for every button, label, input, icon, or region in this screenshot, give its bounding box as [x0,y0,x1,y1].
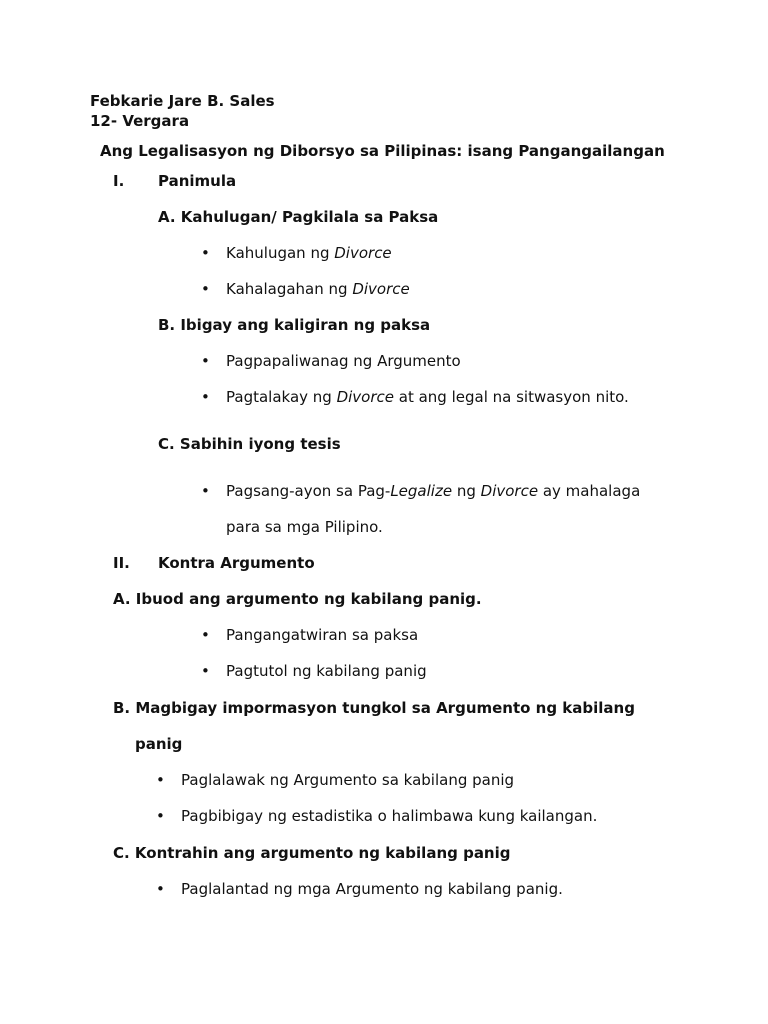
outline-numeral-1: I. [113,172,125,190]
bullet-icon: • [201,626,210,644]
subheading-1a: A. Kahulugan/ Pagkilala sa Paksa [158,208,439,226]
bullet-item: Paglalantad ng mga Argumento ng kabilang panig. [181,880,563,898]
bullet-icon: • [201,662,210,680]
subheading-2a: A. Ibuod ang argumento ng kabilang panig. [113,590,482,608]
bullet-item: Pagtalakay ng Divorce at ang legal na sitwasyon nito. [226,388,629,406]
outline-numeral-2: II. [113,554,130,572]
bullet-icon: • [156,771,165,789]
class-section: 12- Vergara [90,112,190,130]
subheading-1b: B. Ibigay ang kaligiran ng paksa [158,316,431,334]
bullet-item: Pagtutol ng kabilang panig [226,662,427,680]
bullet-icon: • [201,388,210,406]
bullet-item: Pagbibigay ng estadistika o halimbawa kung kailangan. [181,807,598,825]
bullet-item: Pagpapaliwanag ng Argumento [226,352,461,370]
bullet-icon: • [201,244,210,262]
outline-heading-1: Panimula [158,172,237,190]
subheading-2c: C. Kontrahin ang argumento ng kabilang panig [113,844,511,862]
bullet-item: Paglalawak ng Argumento sa kabilang panig [181,771,515,789]
outline-heading-2: Kontra Argumento [158,554,315,572]
bullet-item: Kahulugan ng Divorce [226,244,392,262]
bullet-icon: • [156,807,165,825]
bullet-item-continuation: para sa mga Pilipino. [226,518,383,536]
bullet-item: Kahalagahan ng Divorce [226,280,410,298]
bullet-icon: • [201,352,210,370]
author-name: Febkarie Jare B. Sales [90,92,275,110]
bullet-icon: • [201,280,210,298]
subheading-2b-continuation: panig [135,735,183,753]
document-title: Ang Legalisasyon ng Diborsyo sa Pilipinas: isang Pangangailangan [100,142,665,160]
bullet-icon: • [156,880,165,898]
subheading-2b: B. Magbigay impormasyon tungkol sa Argumento ng kabilang [113,699,635,717]
bullet-icon: • [201,482,210,500]
bullet-item: Pagsang-ayon sa Pag-Legalize ng Divorce ay mahalaga [226,482,641,500]
bullet-item: Pangangatwiran sa paksa [226,626,419,644]
subheading-1c: C. Sabihin iyong tesis [158,435,341,453]
